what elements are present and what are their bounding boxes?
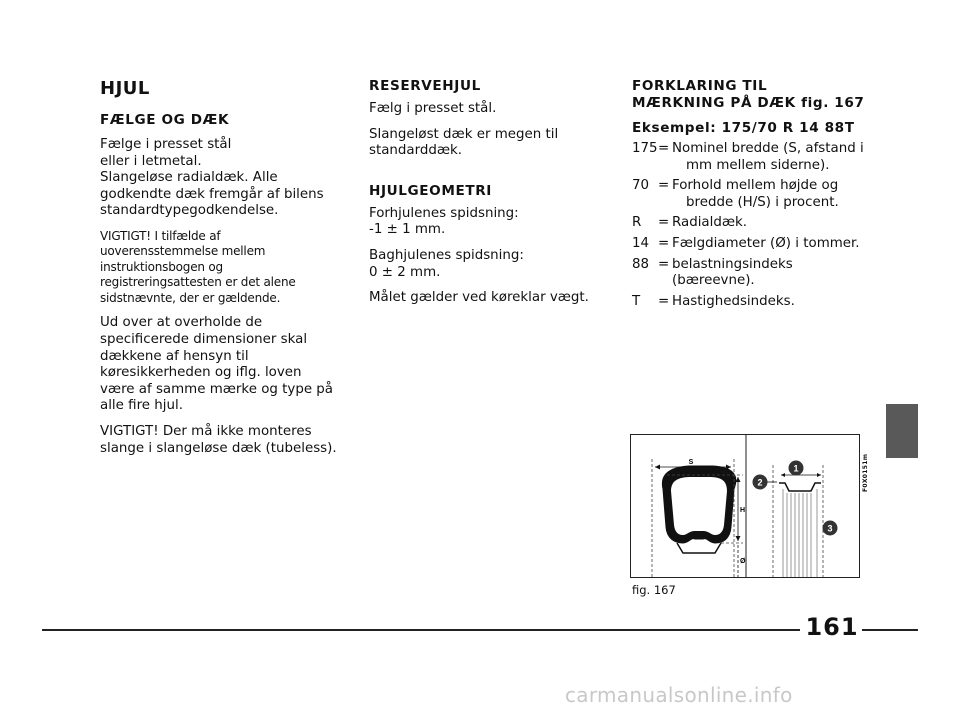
text-weight-note: Målet gælder ved køreklar vægt. [369,290,589,306]
definition-row [632,257,872,290]
paragraph-rear-toe [369,248,599,281]
text-rear-label: Baghjulenes spidsning: [369,247,524,263]
watermark: carmanualsonline.info [565,683,793,707]
equals-sign: = [658,293,670,309]
definition-row [632,215,872,232]
definition-value: Fælgdiameter (Ø) i tommer. [672,235,860,251]
heading-marking-line1: FORKLARING TIL [632,78,768,94]
figure-caption: fig. 167 [632,583,676,597]
page-number: 161 [805,613,859,641]
rim-outline [677,543,721,553]
subheading-rims-tyres: FÆLGE OG DÆK [100,112,230,128]
text-spare-tyre: Slangeløst dæk er megen til standarddæk. [369,126,559,159]
definition-key: 14 [632,235,650,251]
callout-2-label: 2 [757,477,763,488]
rim-profile [779,483,821,491]
definition-row [632,141,872,174]
definition-line: Forhold mellem højde og [672,178,839,194]
heading-example: Eksempel: 175/70 R 14 88T [632,120,855,136]
footer-rule-right [862,629,918,631]
tyre-inner [671,477,727,535]
paragraph-front-toe [369,206,599,239]
paragraph-dimensions: Ud over at overholde de specificerede dimensioner skal dækkene af hensyn til køresikkerheden og iflg. loven være af samme mærke og type på alle fire hjul. [100,315,334,414]
heading-tyre-marking [632,78,872,112]
definition-value: belastningsindeks (bæreevne). [672,256,793,289]
paragraph-important-registration: VIGTIGT! I tilfælde af uoverensstemmelse mellem instruktionsbogen og registreringsattesten er det alene sidstnævnte, der er gældende. [100,228,296,305]
heading-marking-line2: MÆRKNING PÅ DÆK fig. 167 [632,95,865,111]
text-front-label: Forhjulenes spidsning: [369,205,519,221]
label-h: H [740,507,746,514]
tyre-diagram-svg [631,435,859,577]
definitions-list [632,141,872,310]
definition-continuation: mm mellem siderne). [686,157,830,173]
definition-value [672,178,872,211]
definition-key: 175 [632,141,658,156]
definition-value: Radialdæk. [672,215,748,231]
section-tab-marker [886,404,918,458]
callout-3-label: 3 [827,523,833,534]
tyre-diagram [630,434,860,578]
column-tyre-marking [632,78,872,314]
section-title-wheels: HJUL [100,78,150,99]
definition-key: R [632,215,642,231]
equals-sign: = [658,256,670,272]
footer-rule-left [42,629,800,631]
equals-sign: = [658,235,670,251]
paragraph-important-tube: VIGTIGT! Der må ikke monteres slange i slangeløse dæk (tubeless). [100,424,337,456]
equals-sign: = [658,141,670,156]
text-rear-value: 0 ± 2 mm. [369,264,441,280]
text-rims-line3: Slangeløse radialdæk. Alle godkendte dæk fremgår af bilens standardtypegodkendelse. [100,170,324,219]
column-wheels [100,78,340,466]
equals-sign: = [658,178,670,194]
column-spare-geometry [369,78,599,316]
definition-continuation: bredde (H/S) i procent. [686,194,839,210]
definition-line: Nominel bredde (S, afstand i [672,141,864,156]
label-s: S [688,459,694,466]
definition-key: T [632,293,641,309]
label-diameter: Ø [740,558,746,565]
figure-reference-code: F0X0151m [862,453,869,492]
definition-row [632,178,872,211]
definition-value [672,141,872,174]
text-rims-line2: eller i letmetal. [100,153,202,169]
definition-row [632,236,872,253]
callout-1-label: 1 [793,463,799,474]
heading-wheel-geometry: HJULGEOMETRI [369,182,492,199]
definition-key: 88 [632,256,650,272]
heading-spare-wheel: RESERVEHJUL [369,78,481,94]
paragraph-rims [100,137,340,220]
text-rims-line1: Fælge i presset stål [100,137,232,152]
equals-sign: = [658,215,670,231]
definition-key: 70 [632,178,650,194]
text-spare-rim: Fælg i presset stål. [369,101,497,116]
text-front-value: -1 ± 1 mm. [369,222,446,238]
definition-row [632,294,872,311]
definition-value: Hastighedsindeks. [672,293,795,309]
